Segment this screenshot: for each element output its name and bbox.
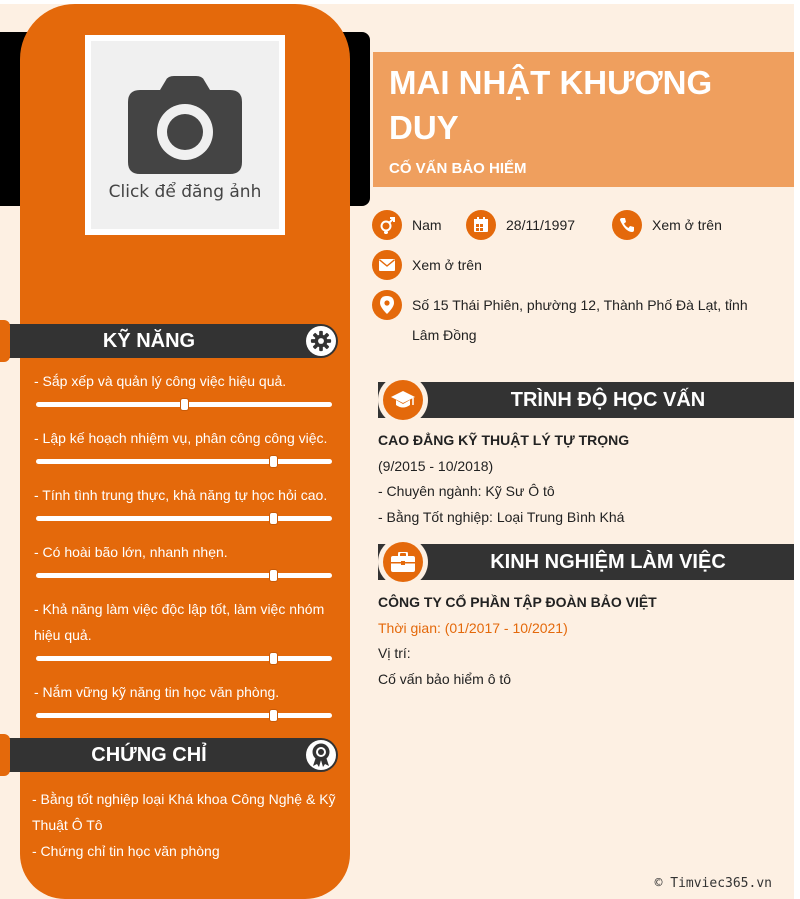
email-value[interactable]: Xem ở trên [412,257,482,273]
phone-value[interactable]: Xem ở trên [652,217,722,233]
birthday-row [466,210,575,240]
certificate-item: - Chứng chỉ tin học văn phòng [32,843,220,859]
skill-bar[interactable] [36,402,332,407]
envelope-icon [372,250,402,280]
skill-bar[interactable] [36,656,332,661]
certificates-list [32,786,338,864]
email-row [372,250,482,280]
skills-list [34,368,332,736]
skill-label: - Khả năng làm việc độc lập tốt, làm việc nhóm hiệu quả. [34,601,325,643]
education-header [378,382,794,418]
skill-label: - Tính tình trung thực, khả năng tự học hỏi cao. [34,487,328,503]
skill-bar[interactable] [36,573,332,578]
education-block [378,428,788,530]
skill-label: - Sắp xếp và quản lý công việc hiệu quả. [34,373,287,389]
school-name[interactable]: CAO ĐẲNG KỸ THUẬT LÝ TỰ TRỌNG [378,432,630,448]
full-name-line-2[interactable]: DUY [389,109,459,146]
certificates-title: CHỨNG CHỈ [91,744,207,766]
skill-level-knob[interactable] [270,653,277,664]
skill-level-knob[interactable] [270,513,277,524]
experience-title: KINH NGHIỆM LÀM VIỆC [490,551,726,573]
address-value[interactable]: Số 15 Thái Phiên, phường 12, Thành Phố Đà Lạt, tỉnh Lâm Đồng [412,297,748,343]
skill-item [34,482,332,521]
footer-credit: © Timviec365.vn [654,876,772,891]
skill-bar[interactable] [36,459,332,464]
education-major[interactable]: - Chuyên ngành: Kỹ Sư Ô tô [378,483,555,499]
work-period[interactable]: Thời gian: (01/2017 - 10/2021) [378,619,568,636]
skills-header [0,324,338,358]
full-name-line-1[interactable]: MAI NHẬT KHƯƠNG [389,64,713,101]
experience-header [378,544,794,580]
cv-page [0,4,794,899]
skill-item [34,368,332,407]
skill-level-knob[interactable] [181,399,188,410]
skills-title: KỸ NĂNG [102,330,196,352]
skill-label: - Lập kế hoạch nhiệm vụ, phân công công việc. [34,430,328,446]
skill-label: - Có hoài bão lớn, nhanh nhẹn. [34,544,228,560]
skill-item [34,596,332,661]
skill-item [34,539,332,578]
education-title: TRÌNH ĐỘ HỌC VẤN [510,389,706,411]
camera-icon [128,76,242,174]
skill-item [34,679,332,718]
award-icon [306,740,336,770]
skill-bar[interactable] [36,516,332,521]
skill-label: - Nắm vững kỹ năng tin học văn phòng. [34,684,280,700]
name-box [373,52,794,187]
gender-value[interactable]: Nam [412,217,442,233]
briefcase-icon [383,542,423,582]
experience-block [378,590,788,692]
role-label: Vị trí: [378,645,411,661]
photo-upload[interactable] [85,35,285,235]
photo-upload-label: Click để đăng ảnh [108,182,262,202]
phone-icon [612,210,642,240]
skill-level-knob[interactable] [270,710,277,721]
skill-level-knob[interactable] [270,456,277,467]
education-degree[interactable]: - Bằng Tốt nghiệp: Loại Trung Bình Khá [378,508,625,525]
map-pin-icon [372,290,402,320]
certificates-header [0,738,338,772]
gender-icon [372,210,402,240]
calendar-icon [466,210,496,240]
address-row [372,290,774,350]
graduation-cap-icon [383,380,423,420]
job-position[interactable]: CỐ VẤN BẢO HIỂM [389,160,527,177]
certificate-item: - Bằng tốt nghiệp loại Khá khoa Công Nghệ & Kỹ Thuật Ô Tô [32,791,336,833]
role-value[interactable]: Cố vấn bảo hiểm ô tô [378,670,512,687]
gear-icon [306,326,336,356]
company-name[interactable]: CÔNG TY CỔ PHẦN TẬP ĐOÀN BẢO VIỆT [378,594,657,610]
education-period[interactable]: (9/2015 - 10/2018) [378,457,494,474]
phone-row [612,210,722,240]
birthday-value[interactable]: 28/11/1997 [506,217,576,233]
gender-row [372,210,442,240]
sidebar [20,4,350,899]
skill-bar[interactable] [36,713,332,718]
skill-item [34,425,332,464]
skill-level-knob[interactable] [270,570,277,581]
